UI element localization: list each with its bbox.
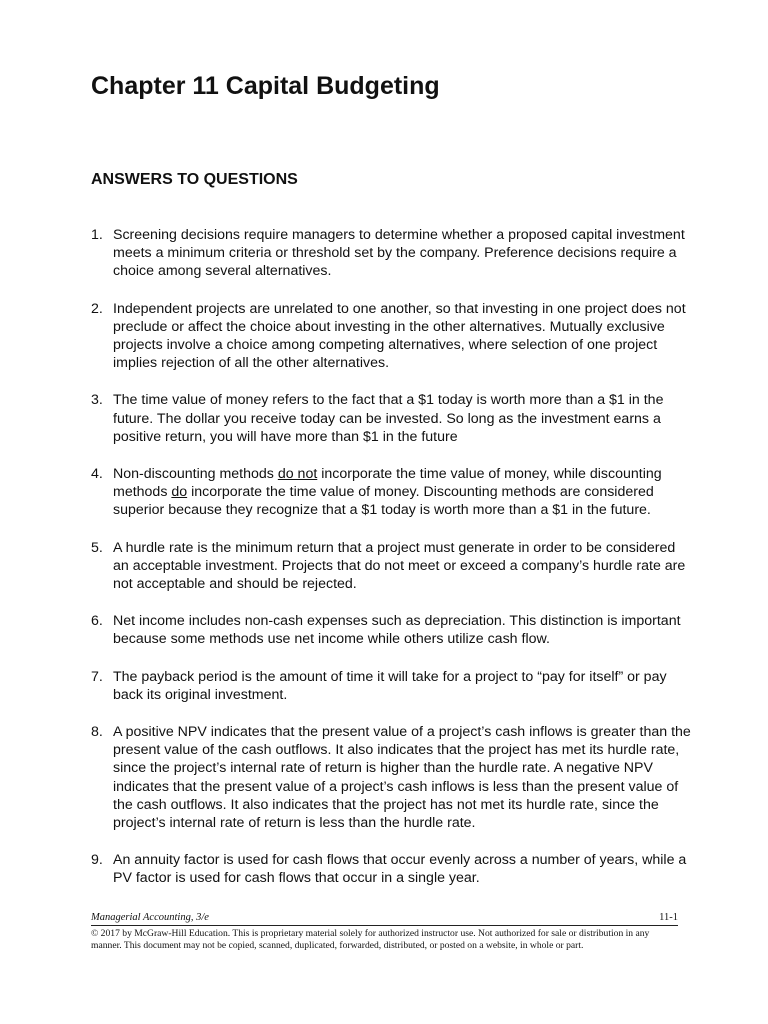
answer-number: 3. <box>91 392 103 409</box>
answer-number: 9. <box>91 852 103 869</box>
answer-item <box>91 668 691 704</box>
answer-number: 7. <box>91 668 103 685</box>
answer-text-segment: incorporate the time value of money, while discounting methods <box>113 466 662 501</box>
answer-text: Screening decisions require managers to determine whether a proposed capital investment meets a minimum criteria or threshold set by the company. Preference decisions require a choice among several alternatives. <box>113 227 685 280</box>
answer-item <box>91 612 691 648</box>
answer-number: 8. <box>91 724 103 741</box>
page-footer <box>91 911 678 926</box>
answer-number: 2. <box>91 300 103 317</box>
answer-item <box>91 465 691 520</box>
answer-item <box>91 226 691 281</box>
answer-text: An annuity factor is used for cash flows that occur evenly across a number of years, while a PV factor is used for cash flows that occur in a single year. <box>113 852 687 887</box>
answer-number: 6. <box>91 613 103 630</box>
section-heading: ANSWERS TO QUESTIONS <box>91 171 298 188</box>
answer-text-segment: incorporate the time value of money. Discounting methods are considered superior because they recognize that a $1 today is worth more than a $1 in the future. <box>113 484 654 519</box>
answer-item <box>91 539 691 594</box>
footer-page-number: 11-1 <box>659 912 678 923</box>
answer-item <box>91 391 691 446</box>
footer-book-title: Managerial Accounting, 3/e <box>91 912 209 923</box>
answer-underlined-phrase: do not <box>277 466 318 483</box>
answer-number: 1. <box>91 227 103 243</box>
answer-underlined-phrase: do <box>171 484 188 501</box>
answer-item <box>91 723 691 832</box>
answer-item <box>91 851 691 887</box>
answers-list <box>91 226 691 888</box>
answer-text-segment: Non-discounting methods <box>113 466 278 483</box>
answer-text: The payback period is the amount of time it will take for a project to “pay for itself” or pay back its original investment. <box>113 668 667 703</box>
answer-text: A positive NPV indicates that the present value of a project’s cash inflows is greater than the present value of the cash outflows. It also indicates that the project has met its hurdle rate, since the project’s internal rate of return is higher than the hurdle rate. A negative NPV indicates that the present value of a project’s cash inflows is less than the present value of the cash outflows. It also indicates that the project has not met its hurdle rate, since the project’s internal rate of return is less than the hurdle rate. <box>113 724 691 832</box>
answer-item <box>91 300 691 373</box>
answer-text: A hurdle rate is the minimum return that a project must generate in order to be considered an acceptable investment. Projects that do not meet or exceed a company’s hurdle rate are not acceptable and should be rejected. <box>113 539 686 593</box>
chapter-title: Chapter 11 Capital Budgeting <box>91 72 440 100</box>
answer-number: 5. <box>91 539 103 556</box>
answer-text: Independent projects are unrelated to one another, so that investing in one project does not preclude or affect the choice about investing in the other alternatives. Mutually exclusive projects involve a choice among competing alternatives, where selection of one project implies rejection of all the other alternatives. <box>113 300 686 372</box>
answer-number: 4. <box>91 466 103 483</box>
answer-text <box>113 465 691 520</box>
answer-text: Net income includes non-cash expenses such as depreciation. This distinction is important because some methods use net income while others utilize cash flow. <box>113 613 681 648</box>
answer-text: The time value of money refers to the fact that a $1 today is worth more than a $1 in the future. The dollar you receive today can be invested. So long as the investment earns a positive return, you will have more than $1 in the future <box>113 392 664 445</box>
copyright-notice: © 2017 by McGraw-Hill Education. This is proprietary material solely for authorized instructor use. Not authorized for sale or distribution in any manner. This document may not be copied, scanned, duplicated, forwarded, distributed, or posted on a website, in whole or part. <box>91 928 650 951</box>
